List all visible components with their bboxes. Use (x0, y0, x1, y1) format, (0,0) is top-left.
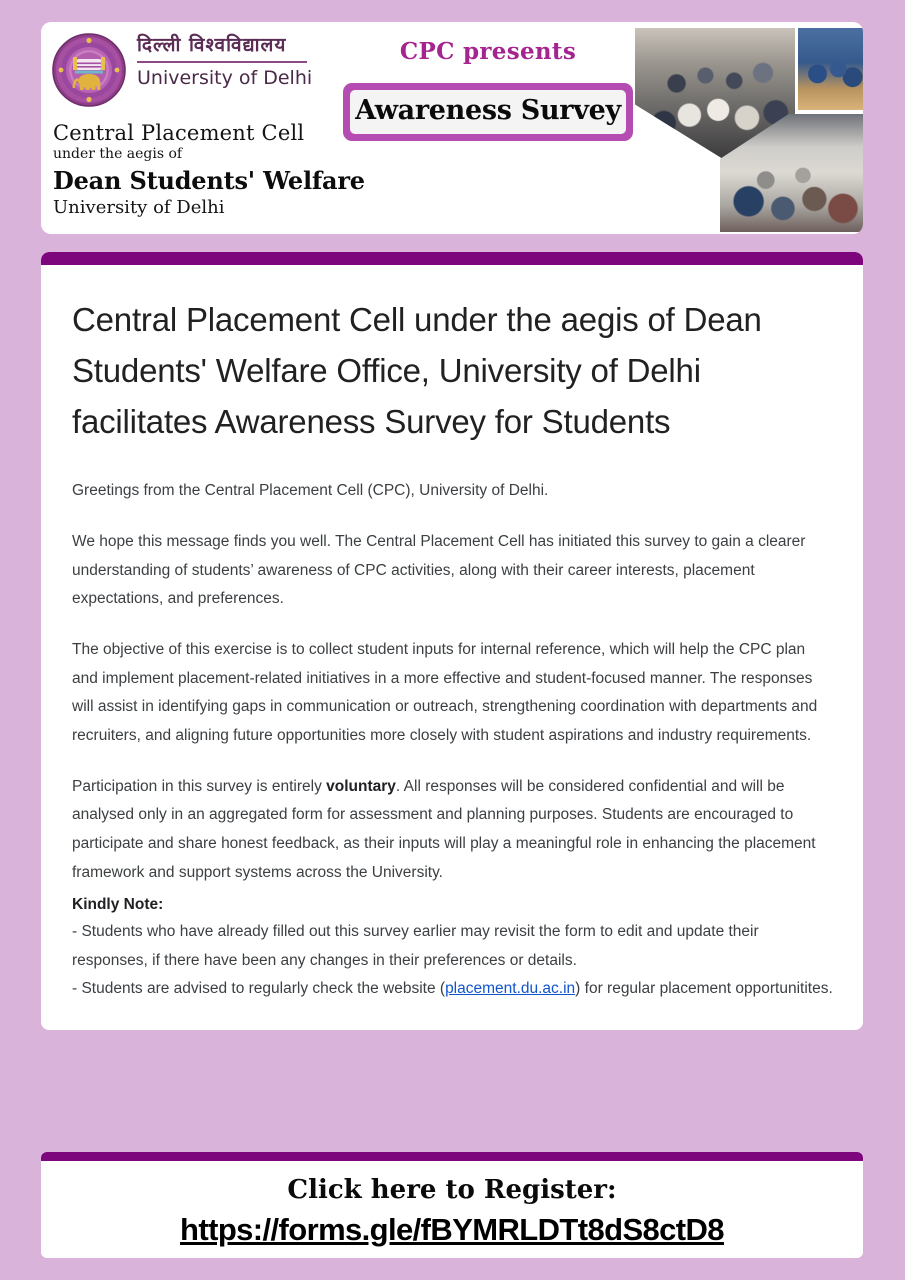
participation-paragraph (72, 773, 833, 888)
participation-text-lead: Participation in this survey is entirely (72, 777, 327, 795)
name-divider (137, 61, 307, 63)
footer-accent-bar (41, 1152, 863, 1161)
kindly-note-label: Kindly Note: (72, 895, 164, 913)
placement-website-link[interactable]: placement.du.ac.in (445, 980, 576, 998)
register-form-link[interactable]: https://forms.gle/fBYMRLDTt8dS8ctD8 (180, 1211, 724, 1247)
note-text-lead: - Students are advised to regularly check the website ( (72, 980, 446, 998)
org-name-cpc: Central Placement Cell (53, 121, 305, 145)
survey-badge-frame (343, 83, 633, 141)
note-text-tail: ) for regular placement opportunitites. (575, 980, 833, 998)
header-title-area (341, 22, 635, 234)
greeting-paragraph: Greetings from the Central Placement Cell (CPC), University of Delhi. (72, 482, 549, 500)
header-branding (41, 22, 365, 234)
header-photo-collage (635, 22, 863, 234)
note-item-check-website (72, 975, 833, 1004)
survey-intro-paragraph: We hope this message finds you well. The Central Placement Cell has initiated this survey to gain a clearer understanding of students’ awareness of CPC activities, along with their career interests, placement expectations, and preferences. (72, 533, 806, 608)
university-identity (51, 30, 341, 108)
university-name-hindi: दिल्ली विश्वविद्यालय (137, 34, 287, 56)
register-card (41, 1152, 863, 1258)
main-content-card (41, 252, 863, 1030)
students-in-blue-uniform-photo (798, 28, 863, 110)
card-accent-bar (41, 252, 863, 265)
du-university-seal-icon (51, 32, 127, 108)
header-card (41, 22, 863, 234)
university-name-english: University of Delhi (137, 66, 313, 89)
register-cta-label: Click here to Register: (287, 1175, 617, 1205)
main-content-body (41, 265, 863, 1030)
objective-paragraph: The objective of this exercise is to collect student inputs for internal reference, which will help the CPC plan and implement placement-related initiatives in a more effective and student-focused manner. The responses will assist in identifying gaps in communication or outreach, strengthening coordination with departments and recruiters, and aligning future opportunities more closely with student aspirations and industry requirements. (72, 641, 818, 745)
page-title: Central Placement Cell under the aegis of Dean Students' Welfare Office, University of Delhi facilitates Awareness Survey for Students (72, 301, 762, 440)
university-name-block (137, 30, 312, 90)
org-name-dsw: Dean Students' Welfare (53, 166, 365, 195)
register-content (41, 1161, 863, 1250)
org-university-line: University of Delhi (53, 197, 225, 218)
note-item-edit-response: - Students who have already filled out this survey earlier may revisit the form to edit and update their responses, if there have been any changes in their preferences or details. (72, 922, 759, 969)
voluntary-emphasis: voluntary (326, 777, 396, 795)
presents-label: CPC presents (399, 38, 577, 65)
org-aegis-line: under the aegis of (53, 146, 183, 162)
survey-badge-label: Awareness Survey (350, 90, 626, 134)
participation-text-tail: . All responses will be considered confidential and will be analysed only in an aggregated form for assessment and planning purposes. Students are encouraged to participate and share honest feedback, as their inputs will play a meaningful role in enhancing the placement framework and support systems across the University. (72, 777, 816, 881)
